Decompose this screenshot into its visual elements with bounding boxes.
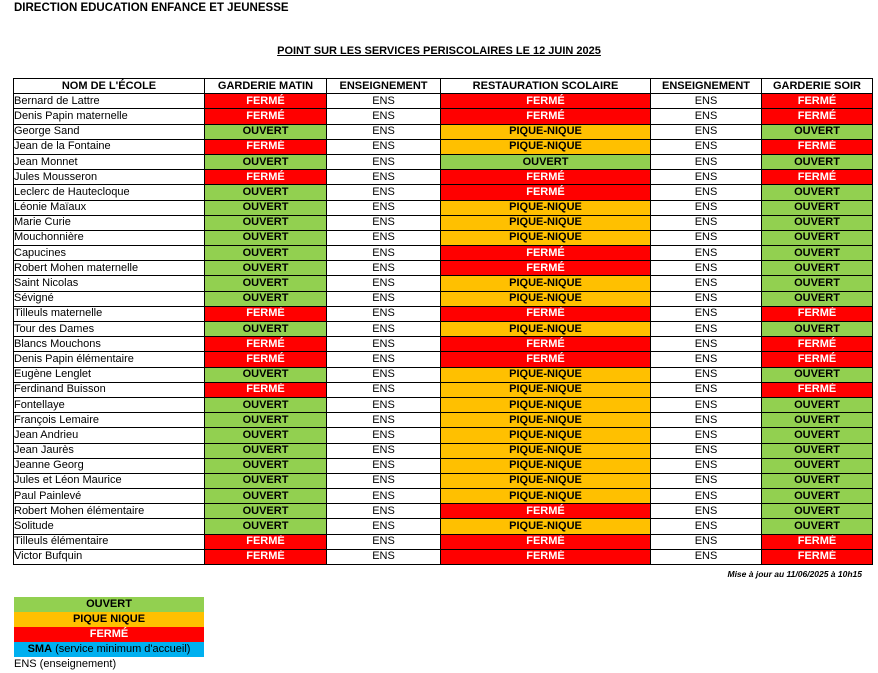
column-header-restauration: RESTAURATION SCOLAIRE [441, 79, 651, 94]
school-name-cell: Robert Mohen maternelle [14, 261, 205, 276]
enseignement-cell: ENS [327, 458, 441, 473]
school-name-cell: Denis Papin élémentaire [14, 352, 205, 367]
school-name-cell: Saint Nicolas [14, 276, 205, 291]
resto-status-cell: PIQUE-NIQUE [441, 139, 651, 154]
matin-status-cell: FERMÉ [205, 94, 327, 109]
table-row [14, 382, 873, 397]
legend-sma-abbr: SMA [27, 643, 53, 655]
column-header-enseignement: ENSEIGNEMENT [327, 79, 441, 94]
table-row [14, 109, 873, 124]
school-name-cell: Jules Mousseron [14, 170, 205, 185]
matin-status-cell: OUVERT [205, 215, 327, 230]
enseignement-cell: ENS [651, 230, 762, 245]
enseignement-cell: ENS [651, 291, 762, 306]
soir-status-cell: OUVERT [762, 504, 873, 519]
school-name-cell: Jean Jaurès [14, 443, 205, 458]
enseignement-cell: ENS [651, 458, 762, 473]
table-row [14, 367, 873, 382]
school-name-cell: Tilleuls maternelle [14, 306, 205, 321]
soir-status-cell: OUVERT [762, 215, 873, 230]
enseignement-cell: ENS [651, 352, 762, 367]
enseignement-cell: ENS [327, 291, 441, 306]
matin-status-cell: OUVERT [205, 276, 327, 291]
enseignement-cell: ENS [327, 94, 441, 109]
resto-status-cell: PIQUE-NIQUE [441, 443, 651, 458]
enseignement-cell: ENS [327, 215, 441, 230]
enseignement-cell: ENS [327, 230, 441, 245]
enseignement-cell: ENS [651, 124, 762, 139]
soir-status-cell: FERMÉ [762, 170, 873, 185]
soir-status-cell: OUVERT [762, 397, 873, 412]
table-row [14, 170, 873, 185]
table-row [14, 549, 873, 564]
enseignement-cell: ENS [327, 489, 441, 504]
enseignement-cell: ENS [651, 534, 762, 549]
soir-status-cell: OUVERT [762, 185, 873, 200]
table-row [14, 443, 873, 458]
resto-status-cell: PIQUE-NIQUE [441, 489, 651, 504]
enseignement-cell: ENS [651, 322, 762, 337]
matin-status-cell: OUVERT [205, 367, 327, 382]
enseignement-cell: ENS [651, 139, 762, 154]
table-body [14, 94, 873, 565]
enseignement-cell: ENS [327, 367, 441, 382]
matin-status-cell: OUVERT [205, 473, 327, 488]
enseignement-cell: ENS [651, 185, 762, 200]
column-header-garderie-matin: GARDERIE MATIN [205, 79, 327, 94]
matin-status-cell: OUVERT [205, 504, 327, 519]
school-name-cell: Jules et Léon Maurice [14, 473, 205, 488]
matin-status-cell: FERMÉ [205, 139, 327, 154]
table-row [14, 352, 873, 367]
table-row [14, 306, 873, 321]
school-name-cell: Sévigné [14, 291, 205, 306]
enseignement-cell: ENS [651, 473, 762, 488]
resto-status-cell: PIQUE-NIQUE [441, 367, 651, 382]
soir-status-cell: OUVERT [762, 291, 873, 306]
school-name-cell: François Lemaire [14, 413, 205, 428]
column-header-school: NOM DE L'ÉCOLE [14, 79, 205, 94]
school-name-cell: Marie Curie [14, 215, 205, 230]
legend-sma [14, 642, 204, 657]
matin-status-cell: OUVERT [205, 185, 327, 200]
enseignement-cell: ENS [327, 413, 441, 428]
enseignement-cell: ENS [651, 397, 762, 412]
matin-status-cell: FERMÉ [205, 170, 327, 185]
table-row [14, 291, 873, 306]
matin-status-cell: OUVERT [205, 246, 327, 261]
enseignement-cell: ENS [327, 185, 441, 200]
school-name-cell: Eugène Lenglet [14, 367, 205, 382]
table-row [14, 458, 873, 473]
enseignement-cell: ENS [327, 306, 441, 321]
enseignement-cell: ENS [327, 534, 441, 549]
table-row [14, 246, 873, 261]
soir-status-cell: FERMÉ [762, 382, 873, 397]
table-row [14, 322, 873, 337]
services-table [13, 78, 873, 565]
matin-status-cell: OUVERT [205, 397, 327, 412]
matin-status-cell: OUVERT [205, 322, 327, 337]
soir-status-cell: OUVERT [762, 428, 873, 443]
legend-ferme: FERMÉ [14, 627, 204, 642]
school-name-cell: Paul Painlevé [14, 489, 205, 504]
matin-status-cell: FERMÉ [205, 382, 327, 397]
matin-status-cell: OUVERT [205, 230, 327, 245]
update-note: Mise à jour au 11/06/2025 à 10h15 [727, 569, 862, 579]
resto-status-cell: FERMÉ [441, 306, 651, 321]
enseignement-cell: ENS [327, 154, 441, 169]
resto-status-cell: PIQUE-NIQUE [441, 382, 651, 397]
soir-status-cell: OUVERT [762, 473, 873, 488]
school-name-cell: Capucines [14, 246, 205, 261]
table-row [14, 200, 873, 215]
enseignement-cell: ENS [651, 337, 762, 352]
soir-status-cell: FERMÉ [762, 94, 873, 109]
resto-status-cell: FERMÉ [441, 261, 651, 276]
table-row [14, 337, 873, 352]
enseignement-cell: ENS [327, 337, 441, 352]
enseignement-cell: ENS [327, 261, 441, 276]
enseignement-cell: ENS [651, 109, 762, 124]
resto-status-cell: FERMÉ [441, 534, 651, 549]
enseignement-cell: ENS [651, 549, 762, 564]
enseignement-cell: ENS [327, 322, 441, 337]
enseignement-cell: ENS [327, 170, 441, 185]
soir-status-cell: FERMÉ [762, 337, 873, 352]
school-name-cell: Fontellaye [14, 397, 205, 412]
resto-status-cell: PIQUE-NIQUE [441, 124, 651, 139]
matin-status-cell: FERMÉ [205, 534, 327, 549]
soir-status-cell: FERMÉ [762, 549, 873, 564]
table-row [14, 534, 873, 549]
column-header-enseignement: ENSEIGNEMENT [651, 79, 762, 94]
department-header: DIRECTION EDUCATION ENFANCE ET JEUNESSE [14, 2, 289, 14]
resto-status-cell: FERMÉ [441, 109, 651, 124]
resto-status-cell: FERMÉ [441, 170, 651, 185]
table-row [14, 185, 873, 200]
soir-status-cell: OUVERT [762, 124, 873, 139]
school-name-cell: Solitude [14, 519, 205, 534]
enseignement-cell: ENS [651, 428, 762, 443]
enseignement-cell: ENS [651, 246, 762, 261]
school-name-cell: Jean Monnet [14, 154, 205, 169]
table-row [14, 397, 873, 412]
school-name-cell: Tour des Dames [14, 322, 205, 337]
legend-ouvert: OUVERT [14, 597, 204, 612]
resto-status-cell: PIQUE-NIQUE [441, 473, 651, 488]
table-row [14, 124, 873, 139]
enseignement-cell: ENS [651, 154, 762, 169]
soir-status-cell: FERMÉ [762, 352, 873, 367]
matin-status-cell: FERMÉ [205, 109, 327, 124]
school-name-cell: Victor Bufquin [14, 549, 205, 564]
table-row [14, 261, 873, 276]
resto-status-cell: PIQUE-NIQUE [441, 291, 651, 306]
soir-status-cell: OUVERT [762, 519, 873, 534]
resto-status-cell: PIQUE-NIQUE [441, 200, 651, 215]
legend-pique-nique: PIQUE NIQUE [14, 612, 204, 627]
table-header-row [14, 79, 873, 94]
enseignement-cell: ENS [651, 504, 762, 519]
resto-status-cell: PIQUE-NIQUE [441, 397, 651, 412]
school-name-cell: Léonie Maïaux [14, 200, 205, 215]
matin-status-cell: OUVERT [205, 413, 327, 428]
table-row [14, 413, 873, 428]
legend-sma-text: (service minimum d'accueil) [52, 643, 191, 655]
resto-status-cell: PIQUE-NIQUE [441, 322, 651, 337]
soir-status-cell: FERMÉ [762, 109, 873, 124]
enseignement-cell: ENS [651, 489, 762, 504]
resto-status-cell: PIQUE-NIQUE [441, 230, 651, 245]
resto-status-cell: OUVERT [441, 154, 651, 169]
enseignement-cell: ENS [327, 519, 441, 534]
soir-status-cell: OUVERT [762, 367, 873, 382]
table-row [14, 230, 873, 245]
enseignement-cell: ENS [651, 306, 762, 321]
school-name-cell: Robert Mohen élémentaire [14, 504, 205, 519]
school-name-cell: Denis Papin maternelle [14, 109, 205, 124]
school-name-cell: George Sand [14, 124, 205, 139]
enseignement-cell: ENS [327, 352, 441, 367]
soir-status-cell: FERMÉ [762, 306, 873, 321]
school-name-cell: Mouchonnière [14, 230, 205, 245]
enseignement-cell: ENS [327, 504, 441, 519]
enseignement-cell: ENS [651, 170, 762, 185]
school-name-cell: Jeanne Georg [14, 458, 205, 473]
enseignement-cell: ENS [651, 443, 762, 458]
matin-status-cell: FERMÉ [205, 337, 327, 352]
soir-status-cell: OUVERT [762, 154, 873, 169]
enseignement-cell: ENS [327, 549, 441, 564]
table-row [14, 154, 873, 169]
enseignement-cell: ENS [327, 428, 441, 443]
soir-status-cell: FERMÉ [762, 534, 873, 549]
resto-status-cell: FERMÉ [441, 94, 651, 109]
soir-status-cell: OUVERT [762, 413, 873, 428]
soir-status-cell: OUVERT [762, 230, 873, 245]
matin-status-cell: OUVERT [205, 443, 327, 458]
school-name-cell: Tilleuls élémentaire [14, 534, 205, 549]
soir-status-cell: OUVERT [762, 246, 873, 261]
table-row [14, 215, 873, 230]
enseignement-cell: ENS [327, 473, 441, 488]
enseignement-cell: ENS [327, 382, 441, 397]
school-name-cell: Jean de la Fontaine [14, 139, 205, 154]
table-row [14, 504, 873, 519]
resto-status-cell: PIQUE-NIQUE [441, 276, 651, 291]
table-row [14, 428, 873, 443]
school-name-cell: Blancs Mouchons [14, 337, 205, 352]
enseignement-cell: ENS [651, 367, 762, 382]
enseignement-cell: ENS [327, 109, 441, 124]
matin-status-cell: OUVERT [205, 428, 327, 443]
matin-status-cell: FERMÉ [205, 549, 327, 564]
resto-status-cell: FERMÉ [441, 337, 651, 352]
enseignement-cell: ENS [327, 276, 441, 291]
enseignement-cell: ENS [327, 200, 441, 215]
soir-status-cell: OUVERT [762, 322, 873, 337]
enseignement-cell: ENS [651, 276, 762, 291]
enseignement-cell: ENS [327, 397, 441, 412]
matin-status-cell: OUVERT [205, 154, 327, 169]
enseignement-cell: ENS [327, 139, 441, 154]
resto-status-cell: FERMÉ [441, 185, 651, 200]
resto-status-cell: FERMÉ [441, 549, 651, 564]
soir-status-cell: OUVERT [762, 458, 873, 473]
matin-status-cell: OUVERT [205, 519, 327, 534]
school-name-cell: Jean Andrieu [14, 428, 205, 443]
resto-status-cell: PIQUE-NIQUE [441, 458, 651, 473]
soir-status-cell: OUVERT [762, 276, 873, 291]
legend [14, 597, 204, 672]
resto-status-cell: FERMÉ [441, 352, 651, 367]
resto-status-cell: PIQUE-NIQUE [441, 519, 651, 534]
school-name-cell: Bernard de Lattre [14, 94, 205, 109]
matin-status-cell: OUVERT [205, 458, 327, 473]
matin-status-cell: OUVERT [205, 261, 327, 276]
matin-status-cell: OUVERT [205, 291, 327, 306]
table-row [14, 276, 873, 291]
resto-status-cell: FERMÉ [441, 246, 651, 261]
enseignement-cell: ENS [651, 413, 762, 428]
resto-status-cell: PIQUE-NIQUE [441, 428, 651, 443]
column-header-garderie-soir: GARDERIE SOIR [762, 79, 873, 94]
enseignement-cell: ENS [327, 124, 441, 139]
soir-status-cell: OUVERT [762, 261, 873, 276]
enseignement-cell: ENS [651, 94, 762, 109]
table-row [14, 139, 873, 154]
table-row [14, 473, 873, 488]
enseignement-cell: ENS [651, 215, 762, 230]
matin-status-cell: FERMÉ [205, 306, 327, 321]
table-row [14, 94, 873, 109]
enseignement-cell: ENS [327, 443, 441, 458]
matin-status-cell: OUVERT [205, 200, 327, 215]
resto-status-cell: PIQUE-NIQUE [441, 413, 651, 428]
soir-status-cell: OUVERT [762, 443, 873, 458]
page-title: POINT SUR LES SERVICES PERISCOLAIRES LE 12 JUIN 2025 [277, 45, 601, 57]
soir-status-cell: OUVERT [762, 200, 873, 215]
school-name-cell: Leclerc de Hautecloque [14, 185, 205, 200]
resto-status-cell: FERMÉ [441, 504, 651, 519]
enseignement-cell: ENS [327, 246, 441, 261]
soir-status-cell: FERMÉ [762, 139, 873, 154]
enseignement-cell: ENS [651, 261, 762, 276]
table-row [14, 489, 873, 504]
matin-status-cell: OUVERT [205, 489, 327, 504]
enseignement-cell: ENS [651, 200, 762, 215]
enseignement-cell: ENS [651, 519, 762, 534]
table-row [14, 519, 873, 534]
matin-status-cell: FERMÉ [205, 352, 327, 367]
legend-ens: ENS (enseignement) [14, 658, 117, 670]
soir-status-cell: OUVERT [762, 489, 873, 504]
matin-status-cell: OUVERT [205, 124, 327, 139]
enseignement-cell: ENS [651, 382, 762, 397]
resto-status-cell: PIQUE-NIQUE [441, 215, 651, 230]
school-name-cell: Ferdinand Buisson [14, 382, 205, 397]
